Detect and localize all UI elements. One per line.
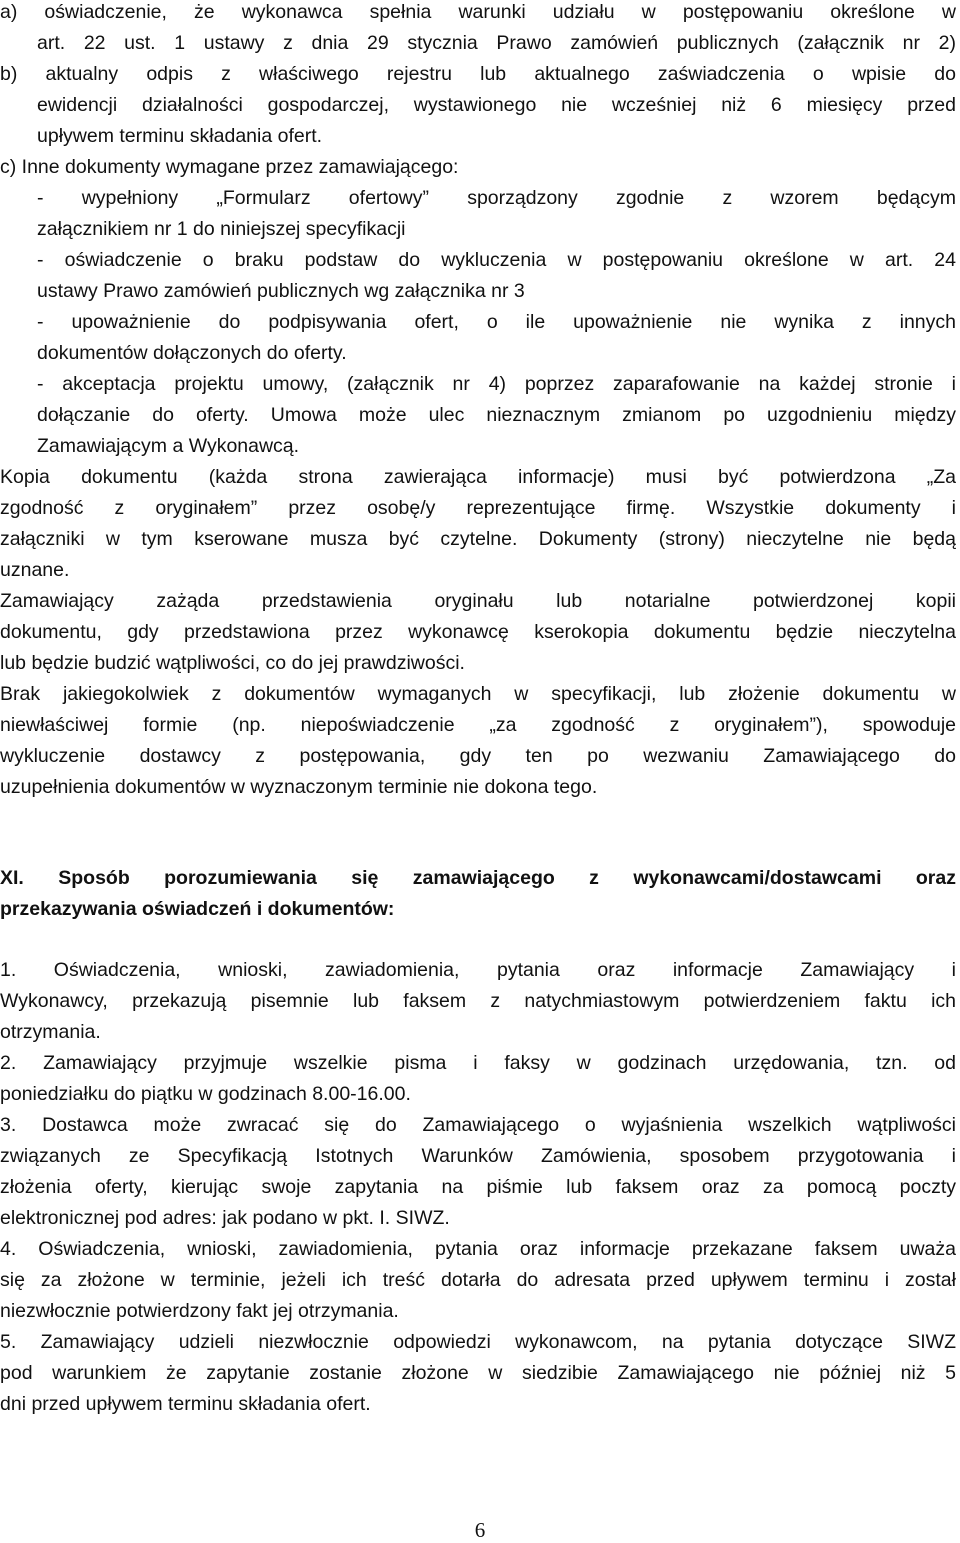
text-line: dokumentów dołączonych do oferty. [37, 342, 347, 364]
text-line: wykluczenie dostawcy z postępowania, gdy ten po wezwaniu Zamawiającego do [0, 745, 956, 767]
section-heading-line: przekazywania oświadczeń i dokumentów: [0, 898, 395, 920]
text-line: lub będzie budzić wątpliwości, co do jej prawdziwości. [0, 652, 465, 674]
text-line: art. 22 ust. 1 ustawy z dnia 29 stycznia Prawo zamówień publicznych (załącznik nr 2) [37, 32, 956, 54]
text-line: niewłaściwej formie (np. niepoświadczenie „za zgodność z oryginałem”), spowoduje [0, 714, 956, 736]
text-line: ustawy Prawo zamówień publicznych wg załącznika nr 3 [37, 280, 525, 302]
text-line: 4. Oświadczenia, wnioski, zawiadomienia, pytania oraz informacje przekazane faksem uważa [0, 1238, 956, 1260]
text-line: Zamawiający zażąda przedstawienia oryginału lub notarialne potwierdzonej kopii [0, 590, 956, 612]
text-line: załącznikiem nr 1 do niniejszej specyfikacji [37, 218, 406, 240]
text-line: - oświadczenie o braku podstaw do wykluczenia w postępowaniu określone w art. 24 [37, 249, 956, 271]
text-line: poniedziałku do piątku w godzinach 8.00-16.00. [0, 1083, 411, 1105]
text-line: - upoważnienie do podpisywania ofert, o ile upoważnienie nie wynika z innych [37, 311, 956, 333]
text-line: otrzymania. [0, 1021, 101, 1043]
text-line: elektronicznej pod adres: jak podano w pkt. I. SIWZ. [0, 1207, 450, 1229]
text-line: c) Inne dokumenty wymagane przez zamawiającego: [0, 156, 459, 178]
text-line: Kopia dokumentu (każda strona zawierająca informacje) musi być potwierdzona „Za [0, 466, 956, 488]
text-line: Brak jakiegokolwiek z dokumentów wymaganych w specyfikacji, lub złożenie dokumentu w [0, 683, 956, 705]
text-line: 1. Oświadczenia, wnioski, zawiadomienia, pytania oraz informacje Zamawiający i [0, 959, 956, 981]
text-line: dołączanie do oferty. Umowa może ulec nieznacznym zmianom po uzgodnieniu między [37, 404, 956, 426]
text-line: związanych ze Specyfikacją Istotnych Warunków Zamówienia, sposobem przygotowania i [0, 1145, 956, 1167]
text-line: upływem terminu składania ofert. [37, 125, 323, 147]
text-line: 2. Zamawiający przyjmuje wszelkie pisma i faksy w godzinach urzędowania, tzn. od [0, 1052, 956, 1074]
text-line: ewidencji działalności gospodarczej, wystawionego nie wcześniej niż 6 miesięcy przed [37, 94, 956, 116]
text-line: 3. Dostawca może zwracać się do Zamawiającego o wyjaśnienia wszelkich wątpliwości [0, 1114, 956, 1136]
text-line: 5. Zamawiający udzieli niezwłocznie odpowiedzi wykonawcom, na pytania dotyczące SIWZ [0, 1331, 956, 1353]
text-line: uznane. [0, 559, 70, 581]
text-line: dni przed upływem terminu składania ofert. [0, 1393, 371, 1415]
text-line: Wykonawcy, przekazują pisemnie lub faksem z natychmiastowym potwierdzeniem faktu ich [0, 990, 956, 1012]
text-line: uzupełnienia dokumentów w wyznaczonym terminie nie dokona tego. [0, 776, 598, 798]
text-line: załączniki w tym kserowane musza być czytelne. Dokumenty (strony) nieczytelne nie będą [0, 528, 956, 550]
text-line: niezwłocznie potwierdzony fakt jej otrzymania. [0, 1300, 399, 1322]
text-line: dokumentu, gdy przedstawiona przez wykonawcę kserokopia dokumentu będzie nieczytelna [0, 621, 956, 643]
text-line: - wypełniony „Formularz ofertowy” sporządzony zgodnie z wzorem będącym [37, 187, 956, 209]
text-line: pod warunkiem że zapytanie zostanie złożone w siedzibie Zamawiającego nie później niż 5 [0, 1362, 956, 1384]
text-line: b) aktualny odpis z właściwego rejestru lub aktualnego zaświadczenia o wpisie do [0, 63, 956, 85]
text-line: a) oświadczenie, że wykonawca spełnia warunki udziału w postępowaniu określone w [0, 1, 956, 23]
text-line: się za złożone w terminie, jeżeli ich treść dotarła do adresata przed upływem terminu i został [0, 1269, 956, 1291]
section-heading-line: XI. Sposób porozumiewania się zamawiającego z wykonawcami/dostawcami oraz [0, 867, 956, 889]
text-line: - akceptacja projektu umowy, (załącznik nr 4) poprzez zaparafowanie na każdej stronie i [37, 373, 956, 395]
text-line: złożenia oferty, kierując swoje zapytania na piśmie lub faksem oraz za pomocą poczty [0, 1176, 956, 1198]
text-line: zgodność z oryginałem” przez osobę/y reprezentujące firmę. Wszystkie dokumenty i [0, 497, 956, 519]
text-line: Zamawiającym a Wykonawcą. [37, 435, 300, 457]
page-number: 6 [474, 1518, 486, 1542]
